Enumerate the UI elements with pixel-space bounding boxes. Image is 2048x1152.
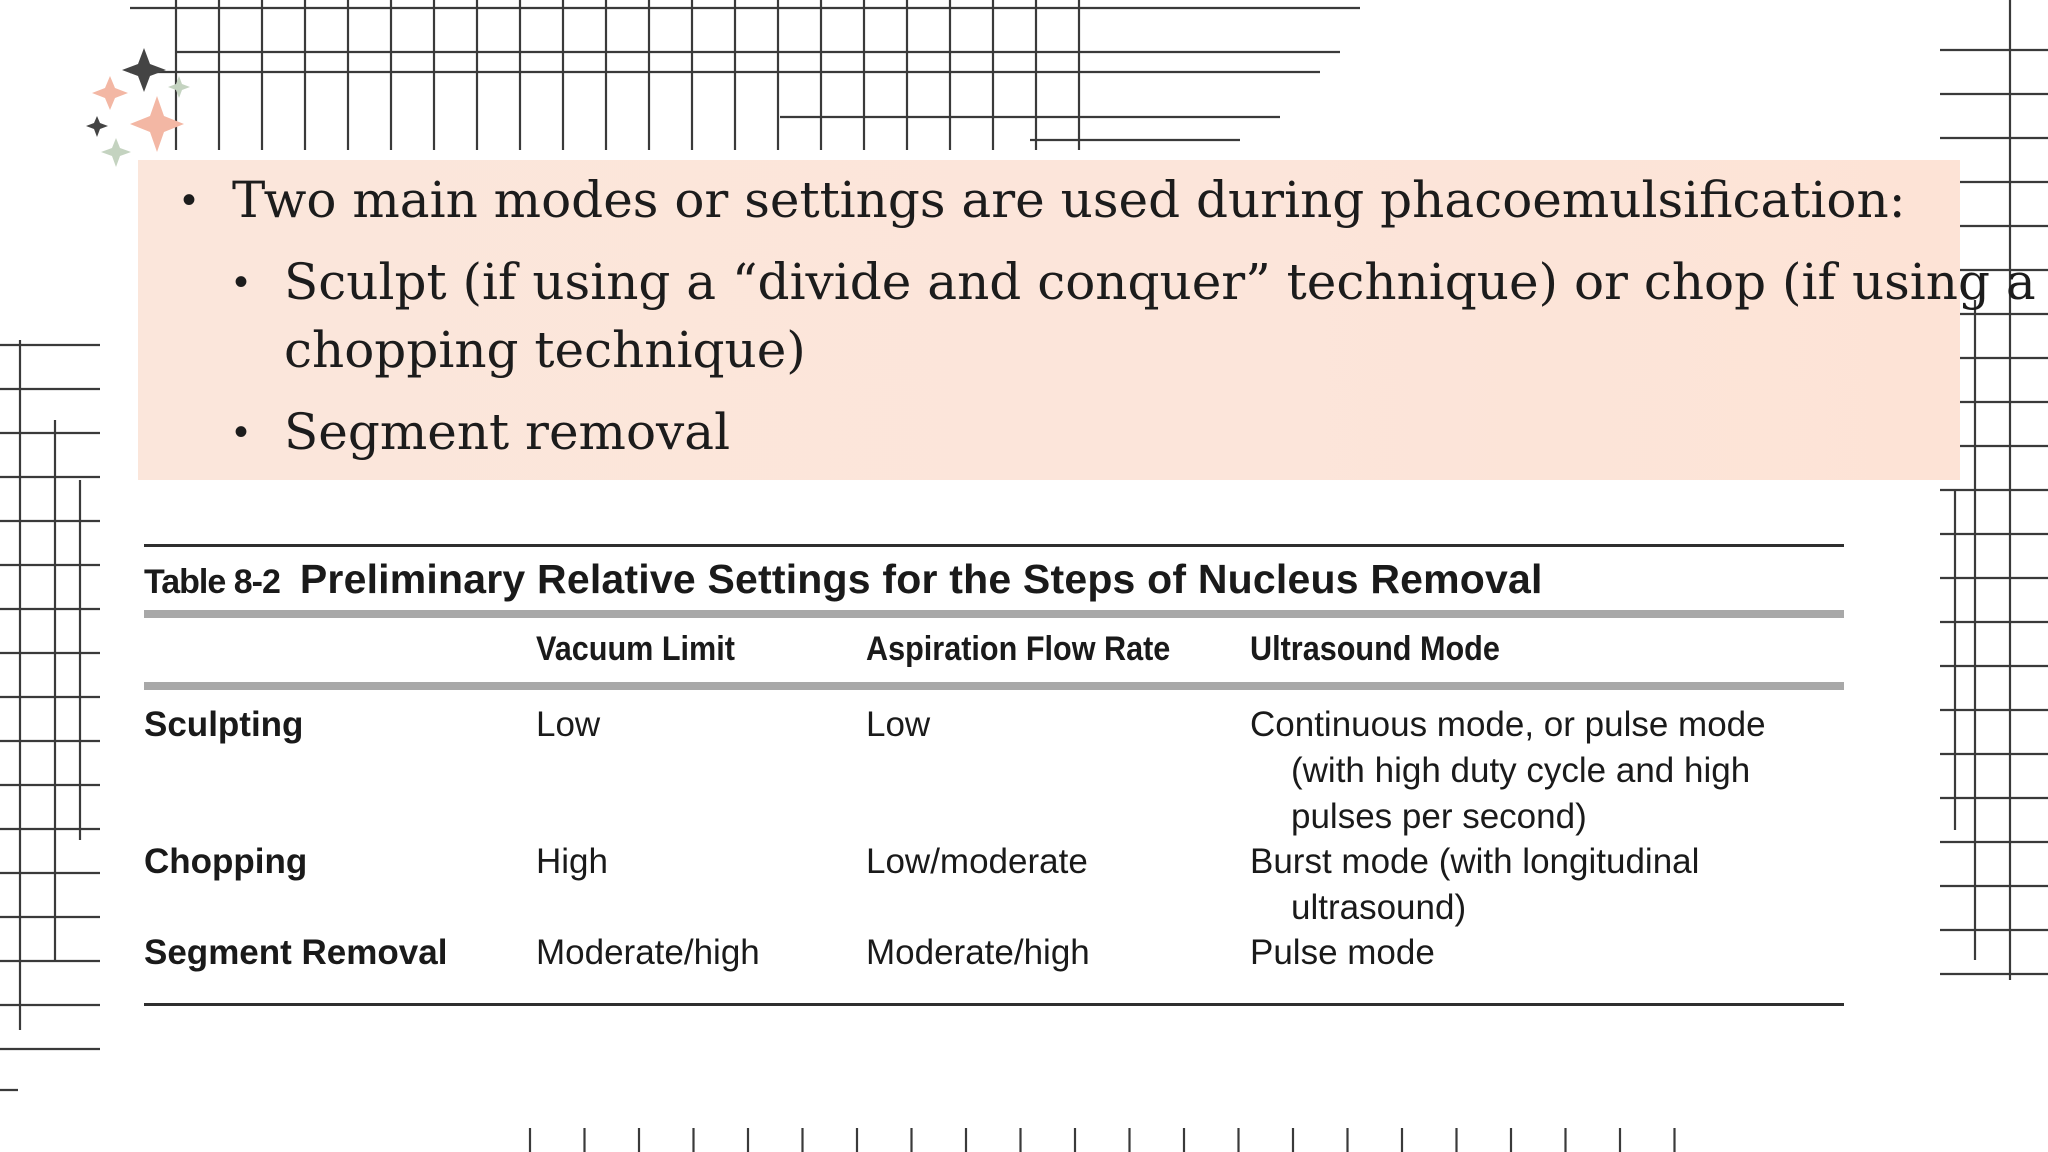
sparkle-dark-large-icon bbox=[122, 48, 166, 92]
sparkle-sage-bottom-icon bbox=[101, 138, 131, 167]
cell-chopping-ultrasound bbox=[1250, 839, 1699, 931]
row-header-sculpting: Sculpting bbox=[144, 705, 304, 744]
cell-sculpting-flow: Low bbox=[866, 705, 931, 744]
cell-chopping-vacuum: High bbox=[536, 842, 608, 881]
table-title-rule bbox=[144, 610, 1844, 618]
row-header-chopping: Chopping bbox=[144, 842, 308, 881]
sparkle-dark-small-icon bbox=[86, 116, 108, 137]
bullet-sculpt-or-chop-continued bbox=[284, 316, 806, 384]
sparkles-icon bbox=[86, 48, 190, 167]
column-header-aspiration-flow-rate: Aspiration Flow Rate bbox=[866, 630, 1171, 668]
bullet-segment-removal-text: Segment removal bbox=[284, 403, 731, 461]
sparkle-pink-small-icon bbox=[92, 76, 128, 110]
cell-chopping-ultrasound-line: Burst mode (with longitudinal bbox=[1250, 842, 1700, 881]
bullet-main-modes bbox=[182, 166, 1906, 234]
row-header-segment-removal: Segment Removal bbox=[144, 933, 448, 972]
cell-chopping-flow: Low/moderate bbox=[866, 842, 1088, 881]
cell-segment-removal-flow: Moderate/high bbox=[866, 933, 1090, 972]
cell-segment-removal-ultrasound bbox=[1250, 930, 1435, 976]
bullet-segment-removal bbox=[234, 398, 731, 466]
column-header-ultrasound-mode: Ultrasound Mode bbox=[1250, 630, 1500, 668]
cell-sculpting-ultrasound-line: (with high duty cycle and high bbox=[1291, 751, 1751, 790]
bullet-main-modes-text: Two main modes or settings are used during phacoemulsification: bbox=[232, 171, 1906, 229]
sparkle-sage-right-icon bbox=[168, 76, 190, 98]
bullet-dot: • bbox=[182, 178, 197, 222]
table-number: Table 8-2 bbox=[144, 563, 280, 601]
cell-sculpting-ultrasound-line: pulses per second) bbox=[1291, 797, 1587, 836]
bullet-sculpt-or-chop-text: Sculpt (if using a “divide and conquer” technique) or chop (if using a bbox=[284, 253, 2036, 311]
table-header-rule bbox=[144, 682, 1844, 690]
cell-sculpting-vacuum: Low bbox=[536, 705, 601, 744]
table-title: Preliminary Relative Settings for the Steps of Nucleus Removal bbox=[299, 556, 1543, 602]
cell-sculpting-ultrasound bbox=[1250, 702, 1766, 840]
table-caption bbox=[144, 556, 1543, 603]
cell-chopping-ultrasound-line: ultrasound) bbox=[1291, 888, 1467, 927]
column-header-vacuum-limit: Vacuum Limit bbox=[536, 630, 735, 668]
table-top-rule bbox=[144, 544, 1844, 547]
bullet-dot: • bbox=[234, 410, 249, 454]
cell-segment-removal-vacuum: Moderate/high bbox=[536, 933, 760, 972]
bullet-dot: • bbox=[234, 260, 249, 304]
table-bottom-rule bbox=[144, 1003, 1844, 1006]
bullet-sculpt-or-chop bbox=[234, 248, 2036, 316]
bullet-sculpt-or-chop-text-continued: chopping technique) bbox=[284, 321, 806, 379]
cell-sculpting-ultrasound-line: Continuous mode, or pulse mode bbox=[1250, 705, 1766, 744]
cell-segment-removal-ultrasound-line: Pulse mode bbox=[1250, 933, 1435, 972]
